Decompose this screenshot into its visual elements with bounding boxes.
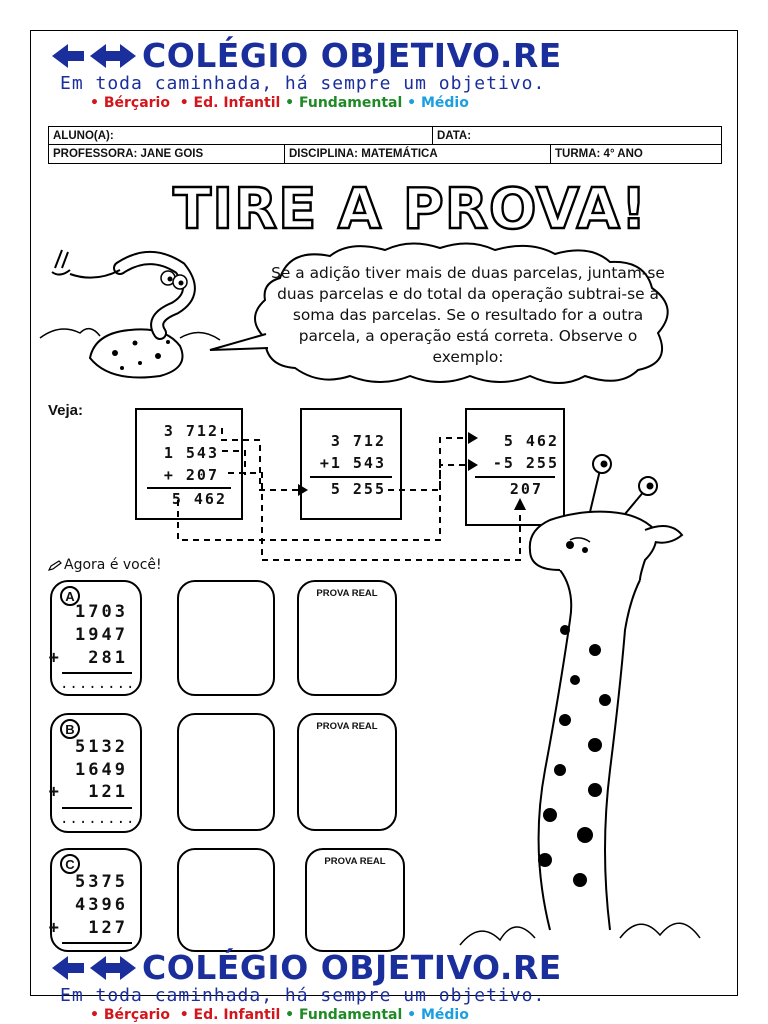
problem-c-line1: 5375 — [75, 872, 128, 892]
problem-a-line3: + 281 — [48, 648, 128, 668]
school-logo-footer — [50, 950, 730, 1024]
level-medio-footer: • Médio — [407, 1007, 469, 1023]
problem-b-prova-box[interactable] — [297, 713, 397, 831]
veja-label: Veja: — [48, 402, 84, 419]
aluno-field[interactable]: ALUNO(A): — [49, 127, 433, 144]
problem-b-work-box[interactable] — [177, 713, 275, 831]
ex1-result: 5 462 — [171, 490, 227, 508]
problem-b-prova-label: PROVA REAL — [316, 721, 378, 732]
professora-label: PROFESSORA: JANE GOIS — [49, 145, 285, 163]
logo-name: COLÉGIO OBJETIVO.RE — [142, 36, 562, 75]
problem-a-rule — [62, 672, 132, 674]
double-arrow-icon — [50, 953, 138, 983]
level-medio: • Médio — [407, 95, 469, 111]
problem-a-line2: 1947 — [75, 625, 128, 645]
problem-b-line3: + 121 — [48, 782, 128, 802]
turma-label: TURMA: 4° ANO — [555, 148, 643, 160]
problem-c-work-box[interactable] — [177, 848, 275, 952]
ex2-line1: 3 712 — [330, 432, 386, 450]
ex3-line1: 5 462 — [503, 432, 559, 450]
ex3-result: 207 — [509, 480, 543, 498]
problem-a-prova-box[interactable] — [297, 580, 397, 696]
problem-b-label: B — [60, 719, 80, 739]
problem-c-prova-box[interactable] — [305, 848, 405, 952]
problem-a-answer-dots[interactable]: ........ — [60, 676, 136, 692]
problem-a-card[interactable] — [50, 580, 142, 696]
problem-a-prova-label: PROVA REAL — [316, 588, 378, 599]
level-infantil: • Ed. Infantil — [179, 95, 281, 111]
ex1-line1: 3 712 — [163, 422, 219, 440]
giraffe-illustration — [420, 450, 720, 950]
level-infantil-footer: • Ed. Infantil — [179, 1007, 281, 1023]
logo-slogan-footer: Em toda caminhada, há sempre um objetivo. — [60, 985, 546, 1006]
title-text: TIRE A PROVA! — [173, 177, 648, 242]
level-fundamental: • Fundamental — [285, 95, 403, 111]
problem-a-line1: 1703 — [75, 602, 128, 622]
level-bercario-footer: • Bérçario — [90, 1007, 170, 1023]
logo-slogan: Em toda caminhada, há sempre um objetivo. — [60, 73, 546, 94]
logo-levels-footer — [90, 1006, 730, 1024]
logo-name-footer: COLÉGIO OBJETIVO.RE — [142, 948, 562, 987]
ex1-line2: 1 543 — [163, 444, 219, 462]
problem-c-prova-label: PROVA REAL — [324, 856, 386, 867]
problem-c-rule — [62, 942, 132, 944]
problem-b-line1: 5132 — [75, 737, 128, 757]
problem-c-line3: + 127 — [48, 918, 128, 938]
ex2-result: 5 255 — [330, 480, 386, 498]
problem-b-line2: 1649 — [75, 760, 128, 780]
disciplina-label: DISCIPLINA: MATEMÁTICA — [285, 145, 551, 163]
ex2-line2: +1 543 — [319, 454, 386, 472]
problem-a-work-box[interactable] — [177, 580, 275, 696]
agora-label: Agora é você! — [64, 557, 162, 573]
data-field[interactable]: DATA: — [437, 130, 472, 142]
pencil-icon — [48, 560, 62, 572]
problem-c-line2: 4396 — [75, 895, 128, 915]
ex1-line3: + 207 — [163, 466, 219, 484]
problem-b-answer-dots[interactable]: ........ — [60, 811, 136, 827]
problem-a-label: A — [60, 586, 80, 606]
ex3-line2: -5 255 — [492, 454, 559, 472]
problem-b-card[interactable] — [50, 713, 142, 833]
problem-b-rule — [62, 807, 132, 809]
problem-c-label: C — [60, 854, 80, 874]
level-fundamental-footer: • Fundamental — [285, 1007, 403, 1023]
level-bercario: • Bérçario — [90, 95, 170, 111]
explanation-text: Se a adição tiver mais de duas parcelas, juntam-se duas parcelas e do total da operação subtrai-se a soma das parcelas. Se o resultado for a outra parcela, a operação está correta. Observe o exemplo: — [271, 264, 665, 366]
problem-c-card[interactable] — [50, 848, 142, 952]
